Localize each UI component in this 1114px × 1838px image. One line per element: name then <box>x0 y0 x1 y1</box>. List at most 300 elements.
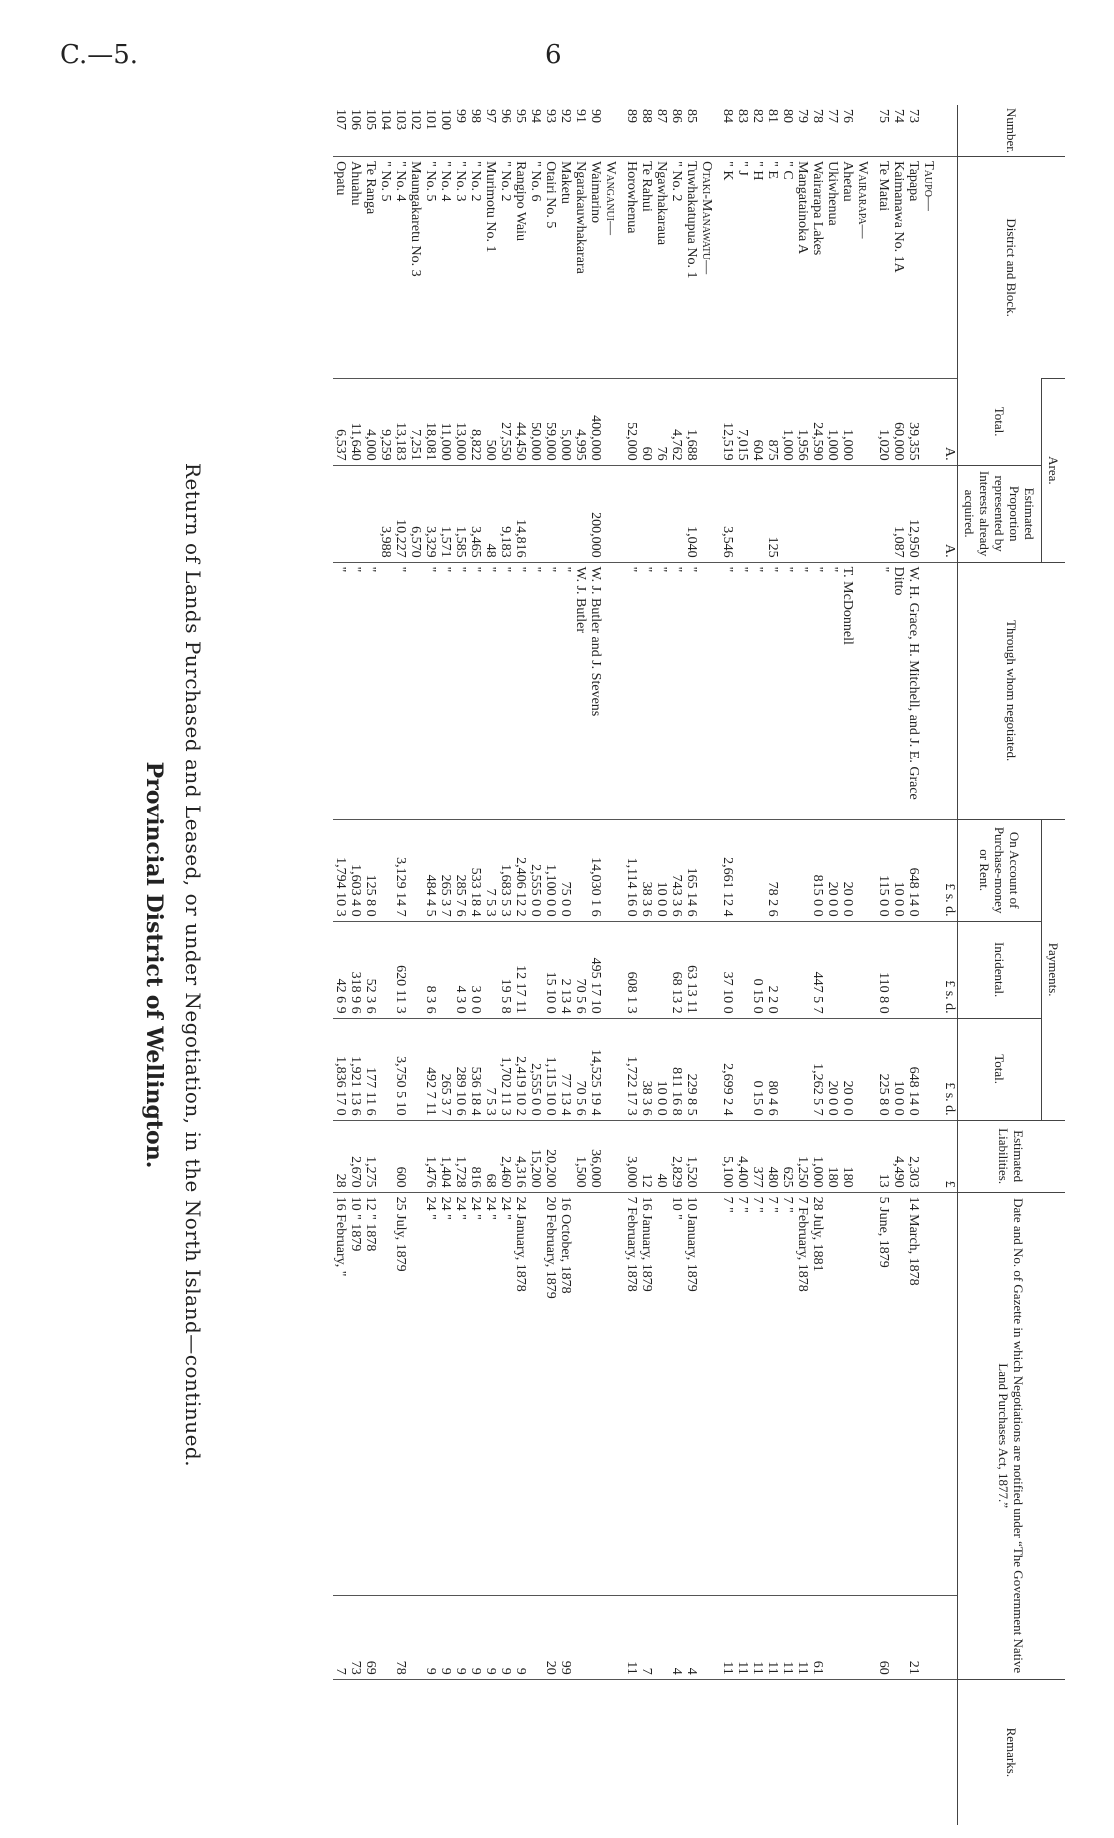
estimated-liabilities: 3,000 <box>624 1120 639 1192</box>
payment-incidental <box>438 921 453 1018</box>
row-number: 80 <box>780 109 795 123</box>
row-number: 76 <box>840 109 855 123</box>
payment-total: 10 0 0 <box>654 1018 669 1120</box>
gazette-date <box>588 1192 603 1596</box>
remarks-cell <box>453 1679 468 1825</box>
block-name: " No. 5 <box>378 157 393 379</box>
area-total: 60 <box>639 379 654 466</box>
area-total: 8,822 <box>468 379 483 466</box>
block-name: Mangatainoka A <box>795 157 810 379</box>
gazette-date <box>891 1192 906 1596</box>
area-total: 4,762 <box>669 379 684 466</box>
payment-total: 20 0 0 <box>840 1018 855 1120</box>
estimated-liabilities: 1,500 <box>573 1120 588 1192</box>
row-number: 90 <box>588 109 603 123</box>
area-proportion: 6,570 <box>408 465 423 562</box>
area-total: 13,000 <box>453 379 468 466</box>
gazette-number: 7 <box>333 1596 348 1680</box>
gazette-number: 11 <box>795 1596 810 1680</box>
gazette-number <box>825 1596 840 1680</box>
remarks-cell <box>810 1679 825 1825</box>
table-row <box>669 105 684 1825</box>
remarks-cell <box>795 1679 810 1825</box>
area-total: 4,995 <box>573 379 588 466</box>
block-name: " No. 5 <box>423 157 438 379</box>
payment-on-account <box>573 819 588 921</box>
table-row <box>780 105 795 1825</box>
table-row <box>720 105 735 1825</box>
remarks-cell <box>624 1679 639 1825</box>
payment-total: 648 14 0 <box>906 1018 921 1120</box>
estimated-liabilities: 4,400 <box>735 1120 750 1192</box>
area-proportion: 1,571 <box>438 465 453 562</box>
payment-on-account: 2,555 0 0 <box>528 819 543 921</box>
block-name: Murimotu No. 1 <box>483 157 498 379</box>
payment-total: 492 7 11 <box>423 1018 438 1120</box>
negotiator: " <box>468 562 483 819</box>
area-total: 76 <box>654 379 669 466</box>
area-proportion <box>333 465 348 562</box>
payment-incidental: 70 5 6 <box>573 921 588 1018</box>
area-total: 50,000 <box>528 379 543 466</box>
area-proportion <box>363 465 378 562</box>
gazette-date <box>528 1192 543 1596</box>
estimated-liabilities: 15,200 <box>528 1120 543 1192</box>
col-gazette: Date and No. of Gazette in which Negotiations are notified under “The Government Native Land Purchases Act, 1877.” <box>958 1192 1066 1679</box>
row-number: 84 <box>720 109 735 123</box>
area-total: 1,688 <box>684 379 699 466</box>
area-total: 18,081 <box>423 379 438 466</box>
block-name: Opatu <box>333 157 348 379</box>
payment-total: 2,699 2 4 <box>720 1018 735 1120</box>
area-proportion <box>669 465 684 562</box>
area-total: 1,020 <box>876 379 891 466</box>
row-number: 78 <box>810 109 825 123</box>
negotiator: " <box>684 562 699 819</box>
row-number: 75 <box>876 109 891 123</box>
gazette-date: 10 " <box>669 1192 684 1596</box>
block-name: Rangipo Waiu <box>513 157 528 379</box>
payment-incidental: 12 17 11 <box>513 921 528 1018</box>
document-title: Return of Lands Purchased and Leased, or under Negotiation, in the North Island—continued. <box>181 462 205 1468</box>
payment-on-account: 743 3 6 <box>669 819 684 921</box>
remarks-cell <box>876 1679 891 1825</box>
gazette-date: 28 July, 1881 <box>810 1192 825 1596</box>
block-name: " J <box>735 157 750 379</box>
payment-incidental <box>528 921 543 1018</box>
gazette-date: 7 " <box>735 1192 750 1596</box>
area-proportion: 48 <box>483 465 498 562</box>
table-row <box>765 105 780 1825</box>
unit-inc: £ s. d. <box>942 921 958 1018</box>
gazette-date: 25 July, 1879 <box>393 1192 408 1596</box>
payment-total: 1,702 11 3 <box>498 1018 513 1120</box>
row-number: 86 <box>669 109 684 123</box>
payment-incidental <box>891 921 906 1018</box>
block-name: Ukiwhenua <box>825 157 840 379</box>
area-total: 39,355 <box>906 379 921 466</box>
area-total: 5,000 <box>558 379 573 466</box>
land-purchase-table <box>333 105 1065 1825</box>
payment-total: 7 5 3 <box>483 1018 498 1120</box>
block-name: " E <box>765 157 780 379</box>
payment-total: 289 10 6 <box>453 1018 468 1120</box>
payment-on-account: 20 0 0 <box>840 819 855 921</box>
payment-incidental: 620 11 3 <box>393 921 408 1018</box>
gazette-number: 20 <box>543 1596 558 1680</box>
negotiator: Ditto <box>891 562 906 819</box>
payment-on-account: 75 0 0 <box>558 819 573 921</box>
negotiator: " <box>624 562 639 819</box>
row-number: 91 <box>573 109 588 123</box>
estimated-liabilities: 68 <box>483 1120 498 1192</box>
block-name: Te Matai <box>876 157 891 379</box>
document-code: C.—5. <box>60 40 139 70</box>
table-row <box>573 105 588 1825</box>
block-name: Ngarakauwhakarara <box>573 157 588 379</box>
estimated-liabilities: 1,520 <box>684 1120 699 1192</box>
payment-incidental <box>483 921 498 1018</box>
payment-incidental <box>639 921 654 1018</box>
negotiator: " <box>348 562 363 819</box>
table-row <box>825 105 840 1825</box>
district-group-row <box>855 105 876 1825</box>
block-name: " No. 2 <box>498 157 513 379</box>
negotiator <box>408 562 423 819</box>
area-proportion: 3,546 <box>720 465 735 562</box>
payment-incidental: 19 5 8 <box>498 921 513 1018</box>
payment-on-account: 484 4 5 <box>423 819 438 921</box>
gazette-number: 4 <box>669 1596 684 1680</box>
block-name: " No. 4 <box>393 157 408 379</box>
area-total: 7,251 <box>408 379 423 466</box>
col-total: Total. <box>958 1018 1042 1120</box>
page-number: 6 <box>545 40 562 70</box>
payment-total: 38 3 6 <box>639 1018 654 1120</box>
block-name: Ahuahu <box>348 157 363 379</box>
area-total: 27,550 <box>498 379 513 466</box>
estimated-liabilities: 480 <box>765 1120 780 1192</box>
table-row <box>624 105 639 1825</box>
estimated-liabilities <box>378 1120 393 1192</box>
payment-incidental: 52 3 6 <box>363 921 378 1018</box>
negotiator: " <box>795 562 810 819</box>
payment-on-account: 3,129 14 7 <box>393 819 408 921</box>
payment-incidental: 495 17 10 <box>588 921 603 1018</box>
table-row <box>810 105 825 1825</box>
payment-total: 2,555 0 0 <box>528 1018 543 1120</box>
area-total: 24,590 <box>810 379 825 466</box>
gazette-date: 7 " <box>720 1192 735 1596</box>
gazette-number <box>840 1596 855 1680</box>
row-number: 100 <box>438 109 453 130</box>
payment-on-account: 1,794 10 3 <box>333 819 348 921</box>
payment-incidental <box>378 921 393 1018</box>
payment-total: 536 18 4 <box>468 1018 483 1120</box>
negotiator: " <box>543 562 558 819</box>
area-proportion <box>624 465 639 562</box>
payment-on-account <box>378 819 393 921</box>
area-proportion <box>795 465 810 562</box>
area-proportion <box>750 465 765 562</box>
negotiator <box>378 562 393 819</box>
payment-incidental: 68 13 2 <box>669 921 684 1018</box>
remarks-cell <box>654 1679 669 1825</box>
gazette-date: 7 " <box>780 1192 795 1596</box>
gazette-date: 24 " <box>423 1192 438 1596</box>
row-number: 103 <box>393 109 408 130</box>
payment-total <box>780 1018 795 1120</box>
estimated-liabilities: 2,670 <box>348 1120 363 1192</box>
gazette-number: 69 <box>363 1596 378 1680</box>
remarks-cell <box>639 1679 654 1825</box>
gazette-number: 9 <box>498 1596 513 1680</box>
gazette-number: 4 <box>684 1596 699 1680</box>
payment-on-account: 165 14 6 <box>684 819 699 921</box>
gazette-date: 12 " 1878 <box>363 1192 378 1596</box>
row-number: 77 <box>825 109 840 123</box>
gazette-number <box>408 1596 423 1680</box>
remarks-cell <box>558 1679 573 1825</box>
gazette-date <box>408 1192 423 1596</box>
area-proportion: 125 <box>765 465 780 562</box>
table-row <box>684 105 699 1825</box>
payment-total <box>378 1018 393 1120</box>
gazette-date: 24 " <box>453 1192 468 1596</box>
gazette-number: 9 <box>453 1596 468 1680</box>
block-name: " K <box>720 157 735 379</box>
payment-on-account: 115 0 0 <box>876 819 891 921</box>
payment-total: 1,262 5 7 <box>810 1018 825 1120</box>
remarks-cell <box>840 1679 855 1825</box>
table-row <box>333 105 348 1825</box>
remarks-cell <box>408 1679 423 1825</box>
area-proportion <box>558 465 573 562</box>
payment-on-account: 285 7 6 <box>453 819 468 921</box>
area-proportion <box>840 465 855 562</box>
area-proportion <box>573 465 588 562</box>
gazette-date: 7 " <box>765 1192 780 1596</box>
negotiator: " <box>876 562 891 819</box>
block-name: Kaimanawa No. 1A <box>891 157 906 379</box>
payment-incidental: 4 3 0 <box>453 921 468 1018</box>
area-proportion <box>876 465 891 562</box>
unit-liab: £ <box>942 1120 958 1192</box>
gazette-number: 9 <box>423 1596 438 1680</box>
payment-on-account: 265 3 7 <box>438 819 453 921</box>
remarks-cell <box>684 1679 699 1825</box>
payment-on-account: 10 0 0 <box>891 819 906 921</box>
district-group-row <box>699 105 720 1825</box>
estimated-liabilities: 377 <box>750 1120 765 1192</box>
col-district: District and Block. <box>958 157 1066 379</box>
gazette-number: 11 <box>765 1596 780 1680</box>
row-number: 74 <box>891 109 906 123</box>
payment-on-account <box>795 819 810 921</box>
col-number: Number. <box>958 105 1066 157</box>
area-total: 60,000 <box>891 379 906 466</box>
payment-on-account: 648 14 0 <box>906 819 921 921</box>
area-proportion: 3,329 <box>423 465 438 562</box>
payment-total <box>408 1018 423 1120</box>
block-name: " No. 4 <box>438 157 453 379</box>
block-name: Maketu <box>558 157 573 379</box>
remarks-cell <box>825 1679 840 1825</box>
area-proportion: 14,816 <box>513 465 528 562</box>
payment-on-account <box>735 819 750 921</box>
gazette-number: 61 <box>810 1596 825 1680</box>
block-name: Wairarapa Lakes <box>810 157 825 379</box>
remarks-cell <box>780 1679 795 1825</box>
table-row <box>378 105 393 1825</box>
estimated-liabilities: 28 <box>333 1120 348 1192</box>
negotiator: " <box>669 562 684 819</box>
payment-total: 225 8 0 <box>876 1018 891 1120</box>
gazette-number: 99 <box>558 1596 573 1680</box>
estimated-liabilities: 180 <box>840 1120 855 1192</box>
block-name: Otairi No. 5 <box>543 157 558 379</box>
table-row <box>363 105 378 1825</box>
rotated-table-page <box>115 105 1065 1825</box>
gazette-date <box>654 1192 669 1596</box>
area-proportion <box>654 465 669 562</box>
gazette-date <box>573 1192 588 1596</box>
table-header-row <box>1042 105 1066 1825</box>
gazette-date: 16 January, 1879 <box>639 1192 654 1596</box>
district-group-label: Taupo— <box>921 157 942 379</box>
estimated-liabilities: 1,404 <box>438 1120 453 1192</box>
payment-incidental: 0 15 0 <box>750 921 765 1018</box>
estimated-liabilities: 1,728 <box>453 1120 468 1192</box>
payment-on-account: 38 3 6 <box>639 819 654 921</box>
area-total: 4,000 <box>363 379 378 466</box>
row-number: 81 <box>765 109 780 123</box>
payment-incidental: 110 8 0 <box>876 921 891 1018</box>
gazette-number: 7 <box>639 1596 654 1680</box>
payment-on-account: 14,030 1 6 <box>588 819 603 921</box>
district-group-row <box>603 105 624 1825</box>
gazette-date: 7 " <box>750 1192 765 1596</box>
area-proportion <box>810 465 825 562</box>
negotiator: " <box>780 562 795 819</box>
remarks-cell <box>906 1679 921 1825</box>
payment-incidental <box>825 921 840 1018</box>
estimated-liabilities: 13 <box>876 1120 891 1192</box>
row-number: 105 <box>363 109 378 130</box>
table-row <box>876 105 891 1825</box>
negotiator: W. J. Butler <box>573 562 588 819</box>
gazette-number <box>654 1596 669 1680</box>
remarks-cell <box>750 1679 765 1825</box>
payment-total: 20 0 0 <box>825 1018 840 1120</box>
estimated-liabilities: 816 <box>468 1120 483 1192</box>
gazette-number: 21 <box>906 1596 921 1680</box>
unit-tot: £ s. d. <box>942 1018 958 1120</box>
col-liabilities: Estimated Liabilities. <box>958 1120 1066 1192</box>
gazette-date: 24 January, 1878 <box>513 1192 528 1596</box>
units-row <box>942 105 958 1825</box>
district-group-label: Wairarapa— <box>855 157 876 379</box>
table-row <box>906 105 921 1825</box>
col-area: Area. <box>1042 379 1066 563</box>
remarks-cell <box>363 1679 378 1825</box>
payment-on-account: 1,603 4 0 <box>348 819 363 921</box>
block-name: " No. 2 <box>468 157 483 379</box>
remarks-cell <box>669 1679 684 1825</box>
remarks-cell <box>393 1679 408 1825</box>
negotiator: " <box>639 562 654 819</box>
payment-total: 1,722 17 3 <box>624 1018 639 1120</box>
estimated-liabilities: 40 <box>654 1120 669 1192</box>
area-proportion: 3,988 <box>378 465 393 562</box>
area-proportion <box>780 465 795 562</box>
area-total: 59,000 <box>543 379 558 466</box>
gazette-number: 9 <box>438 1596 453 1680</box>
payment-total: 10 0 0 <box>891 1018 906 1120</box>
payment-incidental <box>906 921 921 1018</box>
estimated-liabilities: 1,275 <box>363 1120 378 1192</box>
gazette-date: 24 " <box>438 1192 453 1596</box>
table-row <box>423 105 438 1825</box>
table-row <box>498 105 513 1825</box>
remarks-cell <box>528 1679 543 1825</box>
remarks-cell <box>348 1679 363 1825</box>
area-total: 9,259 <box>378 379 393 466</box>
estimated-liabilities: 4,490 <box>891 1120 906 1192</box>
row-number: 89 <box>624 109 639 123</box>
district-group-label: Otaki-Manawatu— <box>699 157 720 379</box>
block-name: Tapapa <box>906 157 921 379</box>
remarks-cell <box>573 1679 588 1825</box>
gazette-date <box>840 1192 855 1596</box>
area-total: 7,015 <box>735 379 750 466</box>
gazette-number: 11 <box>750 1596 765 1680</box>
payment-total: 2,419 10 2 <box>513 1018 528 1120</box>
row-number: 73 <box>906 109 921 123</box>
negotiator: " <box>333 562 348 819</box>
area-total: 400,000 <box>588 379 603 466</box>
block-name: " H <box>750 157 765 379</box>
payment-on-account: 125 8 0 <box>363 819 378 921</box>
gazette-date: 24 " <box>468 1192 483 1596</box>
remarks-cell <box>588 1679 603 1825</box>
table-row <box>408 105 423 1825</box>
payment-total: 0 15 0 <box>750 1018 765 1120</box>
area-proportion: 10,227 <box>393 465 408 562</box>
table-row <box>795 105 810 1825</box>
payment-on-account <box>408 819 423 921</box>
gazette-number: 11 <box>624 1596 639 1680</box>
negotiator: " <box>438 562 453 819</box>
area-proportion <box>528 465 543 562</box>
payment-on-account <box>750 819 765 921</box>
table-row <box>468 105 483 1825</box>
estimated-liabilities: 36,000 <box>588 1120 603 1192</box>
area-proportion <box>543 465 558 562</box>
area-total: 1,956 <box>795 379 810 466</box>
gazette-date: 24 " <box>498 1192 513 1596</box>
negotiator: " <box>363 562 378 819</box>
table-row <box>588 105 603 1825</box>
payment-incidental: 3 0 0 <box>468 921 483 1018</box>
row-number: 96 <box>498 109 513 123</box>
payment-on-account: 1,100 0 0 <box>543 819 558 921</box>
row-number: 79 <box>795 109 810 123</box>
gazette-number: 9 <box>483 1596 498 1680</box>
remarks-cell <box>735 1679 750 1825</box>
negotiator: W. H. Grace, H. Mitchell, and J. E. Grace <box>906 562 921 819</box>
remarks-cell <box>468 1679 483 1825</box>
